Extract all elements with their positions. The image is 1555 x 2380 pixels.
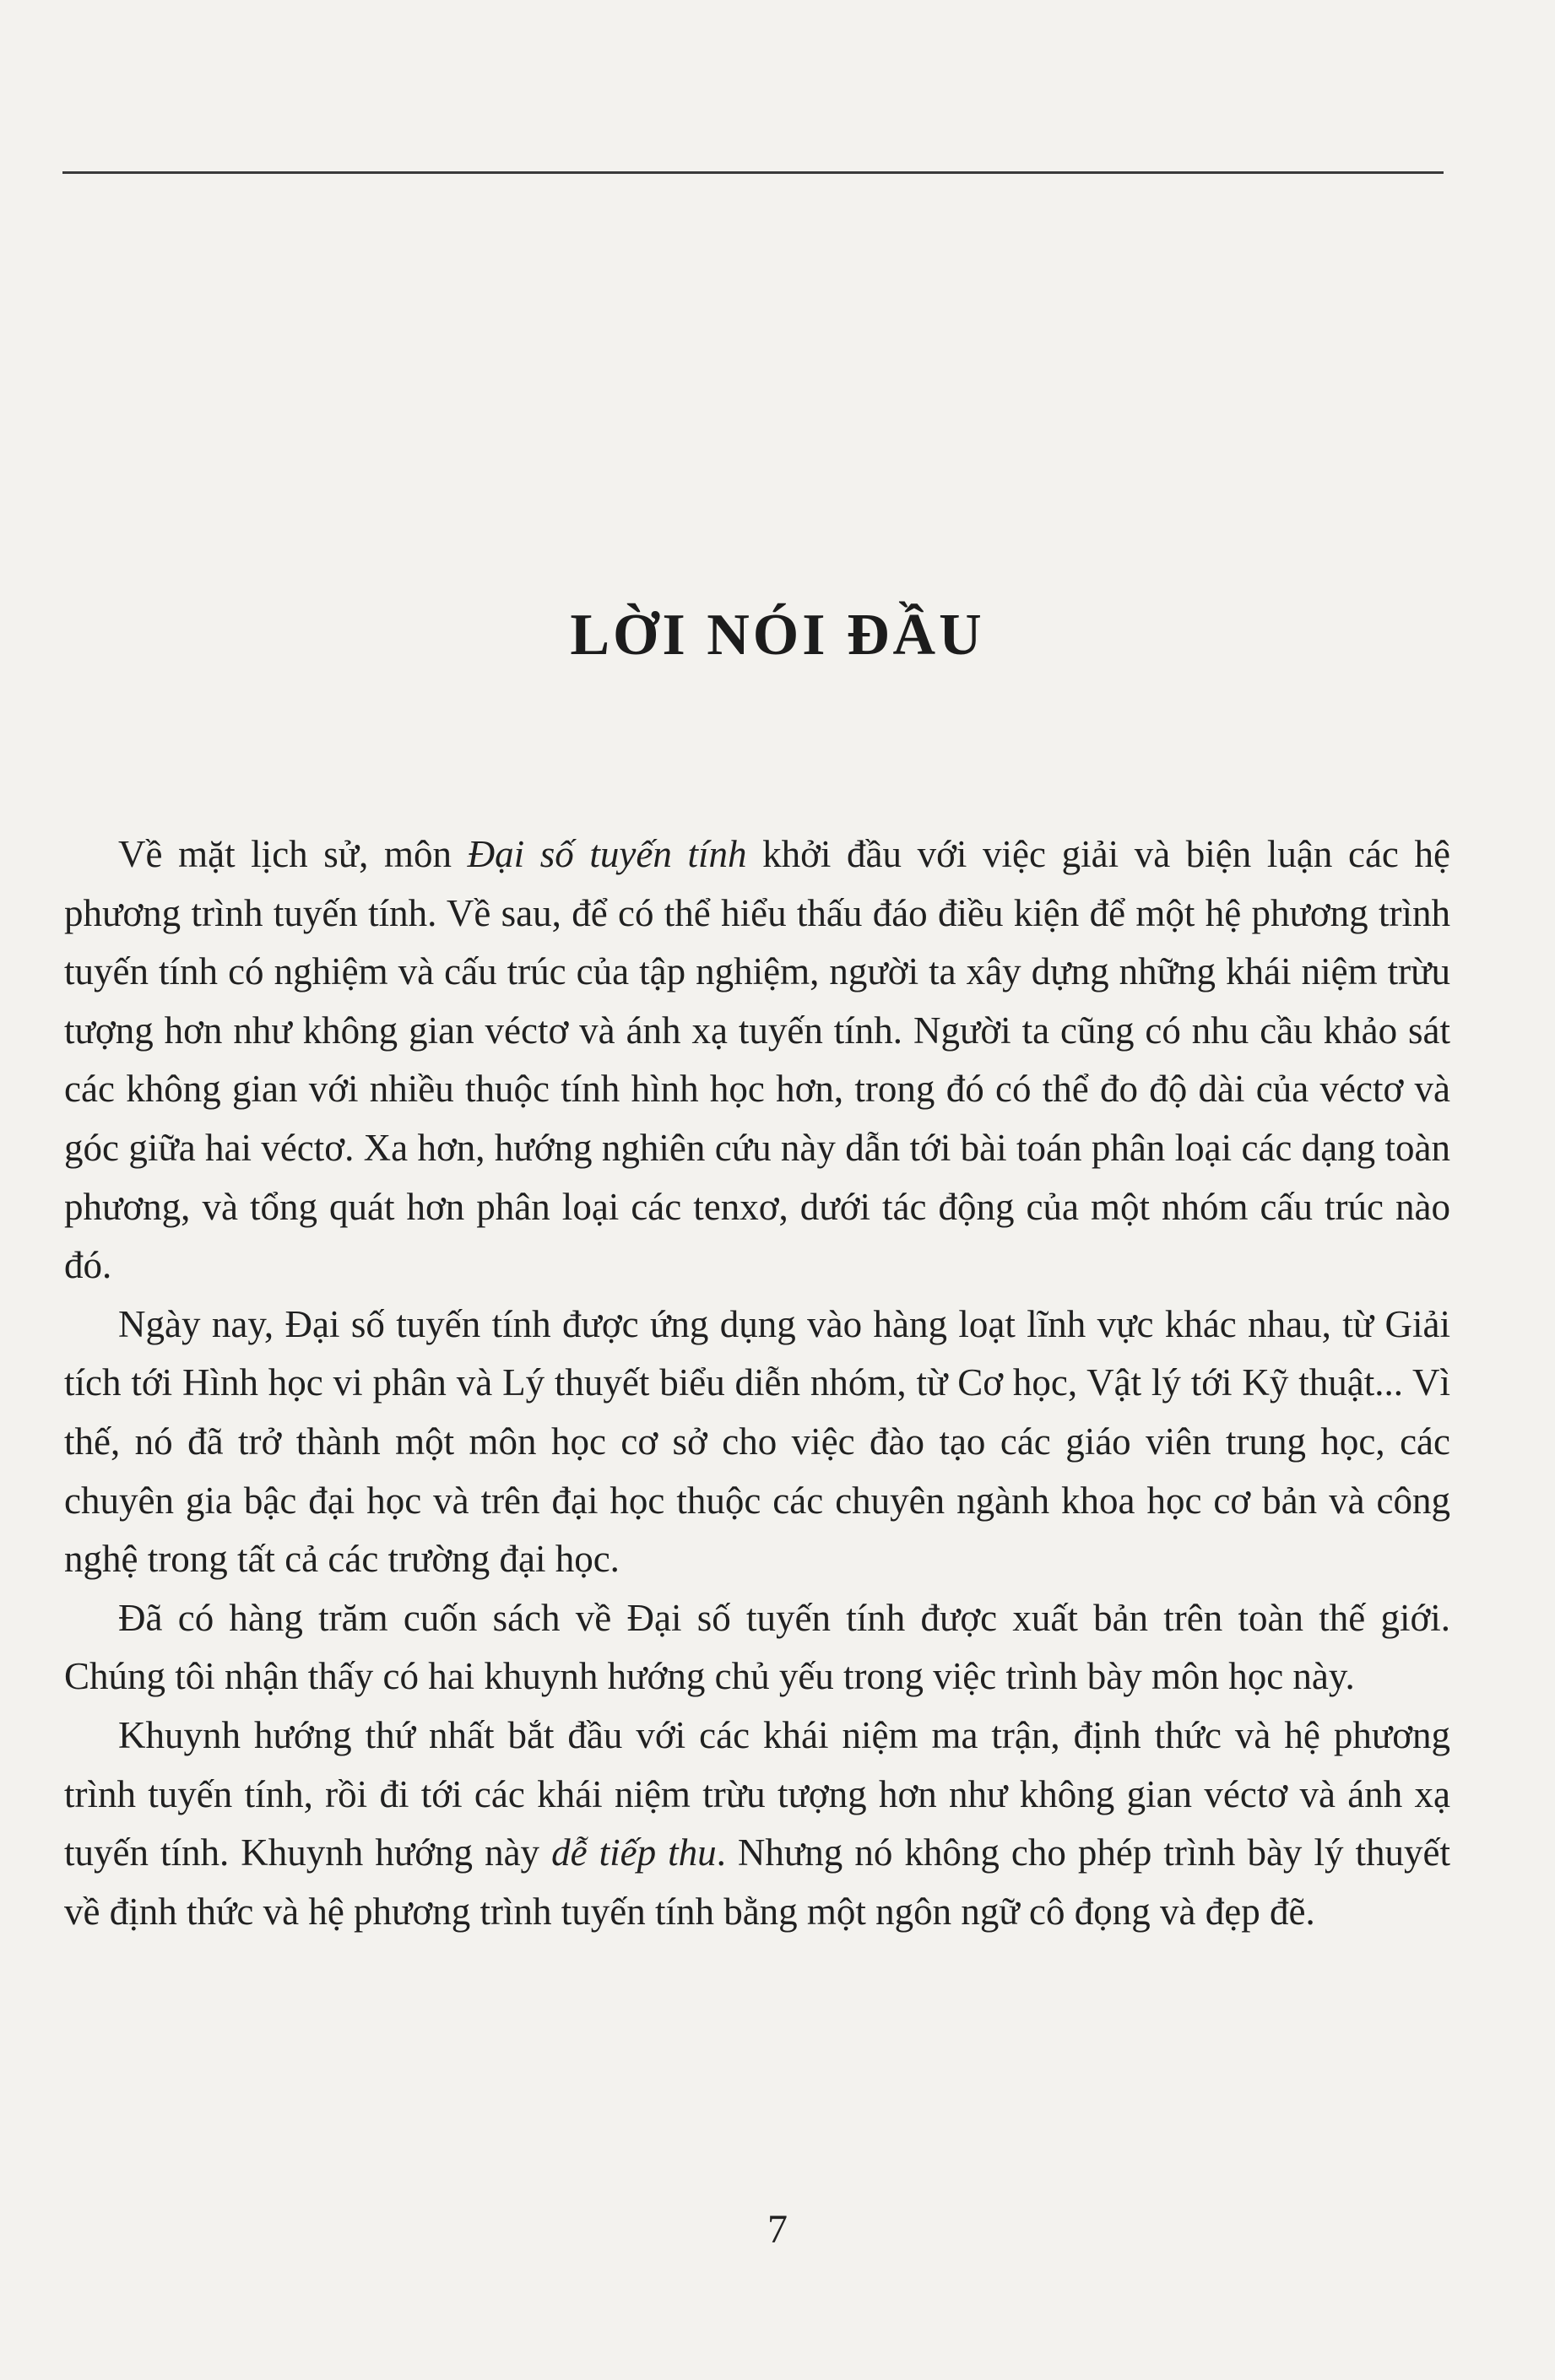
paragraph-4-text-b: . Nhưng nó không cho phép trình bày lý thuyết về định thức và hệ phương trình tuyến tính bằng một ngôn ngữ cô đọng và đẹp đẽ. bbox=[64, 1831, 1450, 1933]
paragraph-1-italic-term: Đại số tuyến tính bbox=[467, 833, 747, 875]
header-rule bbox=[62, 171, 1444, 174]
paragraph-1-text-b: khởi đầu với việc giải và biện luận các hệ phương trình tuyến tính. Về sau, để có thể hiểu thấu đáo điều kiện để một hệ phương trình tuyến tính có nghiệm và cấu trúc của tập nghiệm, người ta xây dựng những khái niệm trừu tượng hơn như không gian véctơ và ánh xạ tuyến tính. Người ta cũng có nhu cầu khảo sát các không gian với nhiều thuộc tính hình học hơn, trong đó có thể đo độ dài của véctơ và góc giữa hai véctơ. Xa hơn, hướng nghiên cứu này dẫn tới bài toán phân loại các dạng toàn phương, và tổng quát hơn phân loại các tenxơ, dưới tác động của một nhóm cấu trúc nào đó. bbox=[64, 833, 1450, 1287]
paragraph-4-text-a: Khuynh hướng thứ nhất bắt đầu với các khái niệm ma trận, định thức và hệ phương trình tuyến tính, rồi đi tới các khái niệm trừu tượng hơn như không gian véctơ và ánh xạ tuyến tính. Khuynh hướng này bbox=[64, 1713, 1450, 1874]
paragraph-3: Đã có hàng trăm cuốn sách về Đại số tuyến tính được xuất bản trên toàn thế giới. Chúng tôi nhận thấy có hai khuynh hướng chủ yếu trong việc trình bày môn học này. bbox=[64, 1596, 1450, 1698]
paragraph-2: Ngày nay, Đại số tuyến tính được ứng dụng vào hàng loạt lĩnh vực khác nhau, từ Giải tích tới Hình học vi phân và Lý thuyết biểu diễn nhóm, từ Cơ học, Vật lý tới Kỹ thuật... Vì thế, nó đã trở thành một môn học cơ sở cho việc đào tạo các giáo viên trung học, các chuyên gia bậc đại học và trên đại học thuộc các chuyên ngành khoa học cơ bản và công nghệ trong tất cả các trường đại học. bbox=[64, 1302, 1450, 1581]
page-number: 7 bbox=[767, 2207, 788, 2252]
paragraph-4 bbox=[64, 1707, 1450, 1941]
paragraph-1 bbox=[64, 825, 1450, 1295]
body-text bbox=[64, 825, 1450, 1941]
chapter-title: LỜI NÓI ĐẦU bbox=[570, 603, 985, 668]
paragraph-4-italic-term: dễ tiếp thu bbox=[551, 1831, 717, 1874]
paragraph-1-text-a: Về mặt lịch sử, môn bbox=[118, 833, 468, 875]
